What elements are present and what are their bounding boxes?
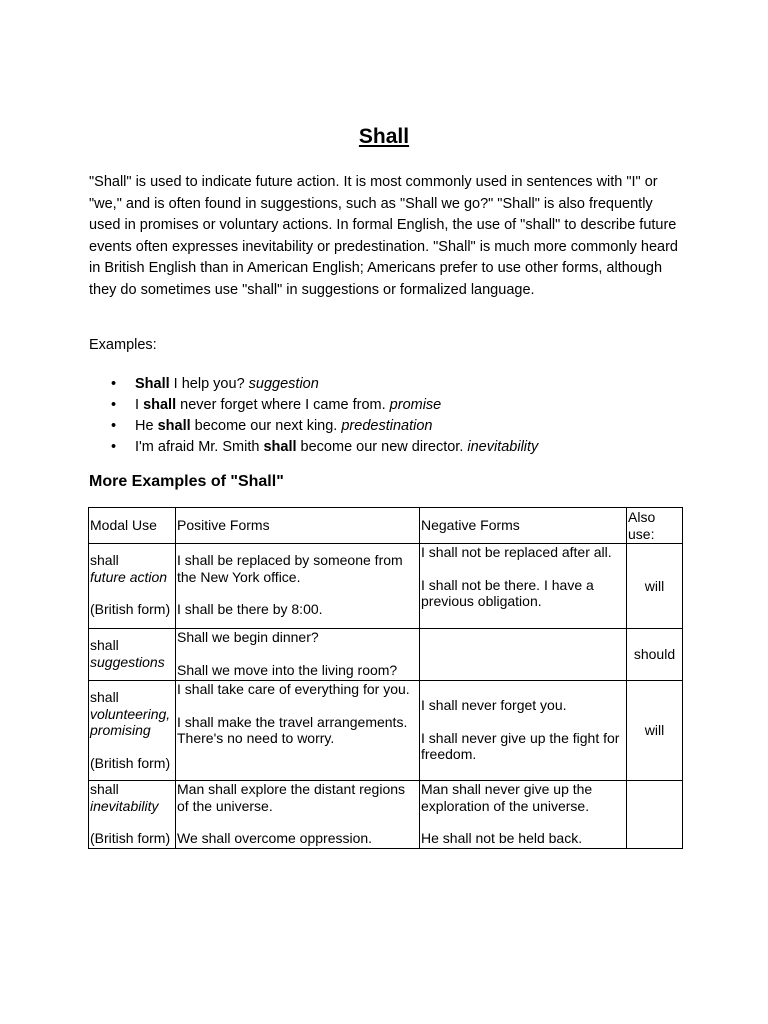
positive-forms-cell <box>176 629 420 681</box>
positive-example: I shall be there by 8:00. <box>177 601 323 617</box>
bullet-text: I help you? <box>169 376 249 392</box>
also-use-cell <box>627 781 683 849</box>
section-heading: More Examples of "Shall" <box>89 473 284 490</box>
bullet-icon: • <box>111 397 117 413</box>
negative-forms-cell <box>420 629 627 681</box>
modal-word: shall <box>90 552 119 568</box>
also-use-cell: will <box>627 544 683 629</box>
bullet-icon: • <box>111 439 117 455</box>
bullet-text: become our new director. <box>296 439 468 455</box>
negative-example: I shall never give up the fight for freedom. <box>421 729 620 762</box>
modal-use: volunteering, promising <box>90 705 171 738</box>
positive-example: I shall take care of everything for you. <box>177 681 410 697</box>
modal-form-note: (British form) <box>90 830 171 846</box>
negative-forms-cell <box>420 681 627 781</box>
modal-use-cell <box>89 781 176 849</box>
table-row <box>89 781 683 849</box>
bullet-keyword: shall <box>263 439 297 455</box>
bullet-icon: • <box>111 418 117 434</box>
list-item <box>89 437 689 458</box>
positive-example: We shall overcome oppression. <box>177 830 373 846</box>
page-title: Shall <box>358 125 410 148</box>
positive-forms-cell <box>176 781 420 849</box>
negative-example: He shall not be held back. <box>421 830 583 846</box>
modal-form-note: (British form) <box>90 754 171 771</box>
table-header-row <box>89 508 683 544</box>
bullet-note: inevitability <box>467 439 539 455</box>
positive-example: Shall we begin dinner? <box>177 629 319 645</box>
table-row <box>89 629 683 681</box>
modal-word: shall <box>90 689 119 705</box>
examples-list <box>89 374 689 458</box>
bullet-text: I <box>135 397 144 413</box>
header-cell: Modal Use <box>89 508 176 544</box>
modal-word: shall <box>90 781 119 797</box>
negative-example: I shall never forget you. <box>421 697 567 713</box>
modal-use: inevitability <box>90 797 159 814</box>
modal-use-cell <box>89 544 176 629</box>
bullet-text: become our next king. <box>190 418 342 434</box>
bullet-keyword: Shall <box>135 376 170 392</box>
positive-example: I shall make the travel arrangements. There's no need to worry. <box>177 713 408 746</box>
bullet-keyword: shall <box>143 397 177 413</box>
positive-example: Man shall explore the distant regions of the universe. <box>177 781 406 814</box>
modal-use-cell <box>89 681 176 781</box>
examples-label: Examples: <box>89 337 157 353</box>
modal-use: future action <box>90 568 168 585</box>
positive-forms-cell <box>176 544 420 629</box>
negative-forms-cell <box>420 544 627 629</box>
intro-paragraph: "Shall" is used to indicate future action. It is most commonly used in sentences with "I" or "we," and is often found in suggestions, such as "Shall we go?" "Shall" is also frequently used in promises or voluntary actions. In formal English, the use of "shall" to describe future events often expresses inevitability or predestination. "Shall" is much more commonly heard in British English than in American English; Americans prefer to use other forms, although they do sometimes use "shall" in suggestions or formalized language. <box>89 174 678 298</box>
positive-example: I shall be replaced by someone from the New York office. <box>177 552 403 585</box>
list-item <box>89 416 689 437</box>
bullet-keyword: shall <box>157 418 191 434</box>
negative-example: I shall not be there. I have a previous obligation. <box>421 576 594 609</box>
negative-example: I shall not be replaced after all. <box>421 544 612 560</box>
negative-forms-cell <box>420 781 627 849</box>
modal-use-cell <box>89 629 176 681</box>
list-item <box>89 374 689 395</box>
bullet-text: I'm afraid Mr. Smith <box>135 439 264 455</box>
positive-example: Shall we move into the living room? <box>177 661 398 678</box>
bullet-text: He <box>135 418 158 434</box>
negative-example: Man shall never give up the exploration of the universe. <box>421 781 593 814</box>
modal-word: shall <box>90 637 119 653</box>
bullet-text: never forget where I came from. <box>176 397 390 413</box>
also-use-cell: should <box>627 629 683 681</box>
table-row <box>89 544 683 629</box>
positive-forms-cell <box>176 681 420 781</box>
bullet-note: suggestion <box>248 376 319 392</box>
list-item <box>89 395 689 416</box>
modal-use: suggestions <box>90 653 165 670</box>
bullet-note: promise <box>389 397 442 413</box>
bullet-icon: • <box>111 376 117 392</box>
modal-form-note: (British form) <box>90 601 171 617</box>
also-use-cell: will <box>627 681 683 781</box>
bullet-note: predestination <box>341 418 433 434</box>
examples-table <box>88 507 683 849</box>
header-cell: Negative Forms <box>420 508 627 544</box>
header-cell: Also use: <box>627 508 683 544</box>
header-cell: Positive Forms <box>176 508 420 544</box>
table-row <box>89 681 683 781</box>
